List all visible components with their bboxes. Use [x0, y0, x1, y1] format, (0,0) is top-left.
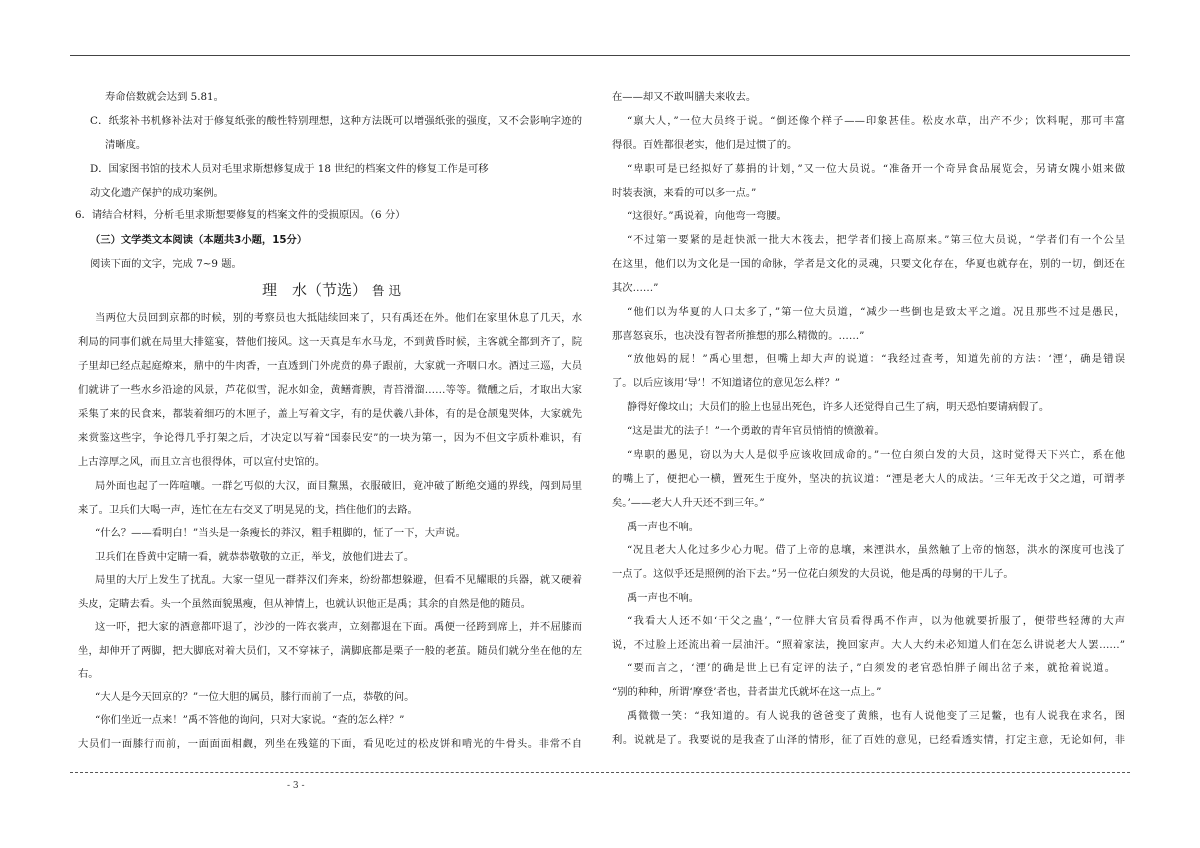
passage-line: “这是蚩尤的法子！”一个勇敢的青年官员悄悄的愤激着。	[627, 425, 885, 437]
passage-line: 得很。百姓都很老实，他们是过惯了的。	[612, 139, 798, 151]
passage-line: 上古淳厚之风，而且立言也很得体，可以宣付史馆的。	[78, 456, 326, 468]
question-line: 动文化遗产保护的成功案例。	[90, 187, 224, 199]
passage-line: 利局的同事们就在局里大排筵宴，替他们接风。这一天真是车水马龙，不到黄昏时候，主客就全都到齐了，院	[78, 336, 582, 348]
passage-line: 坐，却伸开了两脚，把大脚底对着大员们，又不穿袜子，满脚底都是栗子一般的老茧。随员们就分坐在他的左	[78, 645, 582, 657]
passage-line: 采集了来的民食来，都装着细巧的木匣子，盖上写着文字，有的是伏羲八卦体，有的是仓颉鬼哭体，大家就先	[78, 408, 582, 420]
passage-line: “别的种种，所谓‘摩登’者也，昔者蚩尤氏就坏在这一点上。”	[612, 686, 882, 698]
passage-line: 大员们一面膝行而前，一面面面相觑，列坐在残筵的下面，看见吃过的松皮饼和啃光的牛骨头。非常不自	[78, 738, 582, 750]
passage-line: “况且老大人化过多少心力呢。借了上帝的息壤，来湮洪水，虽然触了上帝的恼怒，洪水的深度可也浅了	[627, 544, 1125, 556]
passage-line: 在这里，他们以为文化是一国的命脉，学者是文化的灵魂，只要文化存在，华夏也就存在，别的一切，倒还在	[612, 258, 1125, 270]
passage-line: 利。说就是了。我要说的是我查了山泽的情形，征了百姓的意见，已经看透实情，打定主意，无论如何，非	[612, 734, 1125, 746]
passage-line: “要而言之，‘湮’的确是世上已有定评的法子，”白须发的老官恐怕胖子闹出岔子来，就抢着说道。	[627, 662, 1115, 674]
footer-rule	[70, 772, 1130, 773]
passage-line: 来了。卫兵们大喝一声，连忙在左右交叉了明晃晃的戈，挡住他们的去路。	[78, 504, 418, 516]
passage-line: 矣。’——老大人升天还不到三年。”	[612, 497, 765, 509]
passage-line: “你们坐近一点来！”禹不答他的询问，只对大家说。“查的怎么样？”	[95, 714, 405, 726]
passage-line: “卑职的愚见，窃以为大人是似乎应该收回成命的。”一位白须白发的大员，这时觉得天下兴亡，系在他	[627, 449, 1125, 461]
passage-line: 禹一声也不响。	[627, 592, 700, 604]
passage-line: “放他妈的屁！”禹心里想，但嘴上却大声的说道：“我经过查考，知道先前的方法：‘湮’，确是错误	[627, 353, 1125, 365]
passage-line: 时装表演，来看的可以多一点。”	[612, 187, 757, 199]
passage-author: 鲁 迅	[372, 283, 401, 298]
question-line: 清晰度。	[105, 139, 147, 151]
passage-line: 们就讲了一些水乡沿途的风景，芦花似雪，泥水如金，黄鳝膏腴，青苔滑溜……等等。微醺之后，才取出大家	[78, 384, 582, 396]
passage-line: 当两位大员回到京都的时候，别的考察员也大抵陆续回来了，只有禹还在外。他们在家里休息了几天，水	[95, 312, 582, 324]
passage-line: “禀大人，”一位大员终于说。“倒还像个样子——印象甚佳。松皮水草，出产不少；饮料呢，那可丰富	[627, 115, 1125, 127]
passage-line: 头皮，定睛去看。头一个虽然面貌黑瘦，但从神情上，也就认识他正是禹；其余的自然是他的随员。	[78, 598, 532, 610]
passage-line: “什么？——看明白！”当头是一条瘦长的莽汉，粗手粗脚的，怔了一下，大声说。	[95, 527, 466, 539]
question-line: 寿命倍数就会达到 5.81。	[105, 91, 224, 103]
passage-line: “他们以为华夏的人口太多了，”第一位大员道，“减少一些倒也是致太平之道。况且那些不过是愚民，	[627, 306, 1125, 318]
passage-line: 禹一声也不响。	[627, 521, 700, 533]
passage-line: 右。	[78, 668, 99, 680]
page-number: - 3 -	[287, 781, 305, 791]
reading-instruction: 阅读下面的文字，完成 7~9 题。	[90, 258, 242, 270]
passage-line: 的嘴上了，便把心一横，置死生于度外，坚决的抗议道：“湮是老大人的成法。‘三年无改于父之道，可谓孝	[612, 473, 1125, 485]
passage-line: 禹微微一笑：“我知道的。有人说我的爸爸变了黄熊，也有人说他变了三足鳖，也有人说我在求名，图	[627, 710, 1125, 722]
passage-line: 其次……”	[612, 282, 659, 294]
passage-line: 局里的大厅上发生了扰乱。大家一望见一群莽汉们奔来，纷纷都想躲避，但看不见耀眼的兵器，就又硬着	[95, 574, 582, 586]
passage-line: 这一吓，把大家的酒意都吓退了，沙沙的一阵衣裳声，立刻都退在下面。禹便一径跨到席上，并不屈膝而	[95, 621, 582, 633]
question-6-prompt: 6．请结合材料，分析毛里求斯想要修复的档案文件的受损原因。（6 分）	[75, 209, 406, 221]
passage-line: 局外面也起了一阵喧嚷。一群乞丐似的大汉，面目黧黑，衣服破旧，竟冲破了断绝交通的界线，闯到局里	[95, 480, 582, 492]
passage-line: 说，不过脸上还流出着一层油汗。“照着家法，挽回家声。大人大约未必知道人们在怎么讲说老大人罢……”	[612, 639, 1125, 651]
passage-line: 子里却已经点起庭燎来，鼎中的牛肉香，一直透到门外虎贲的鼻子跟前，大家就一齐咽口水。酒过三巡，大员	[78, 360, 582, 372]
right-column	[600, 0, 1200, 848]
passage-title: 理 水（节选）	[262, 281, 368, 299]
section-heading: （三）文学类文本阅读（本题共3小题，15分）	[90, 234, 308, 246]
passage-line: 在——却又不敢叫膳夫来收去。	[612, 91, 757, 103]
passage-line: 来赏鉴这些字，争论得几乎打架之后，才决定以写着“国泰民安”的一块为第一，因为不但文字质朴难识，有	[78, 432, 582, 444]
passage-line: 静得好像坟山；大员们的脸上也显出死色，许多人还觉得自己生了病，明天恐怕要请病假了。	[627, 401, 1050, 413]
passage-line: 卫兵们在昏黄中定睛一看，就恭恭敬敬的立正，举戈，放他们进去了。	[95, 551, 415, 563]
passage-line: “我看大人还不如‘干父之蛊’，”一位胖大官员看得禹不作声，以为他就要折服了，便带些轻薄的大声	[627, 615, 1125, 627]
question-line: D．国家图书馆的技术人员对毛里求斯想修复成于 18 世纪的档案文件的修复工作是可移	[90, 163, 489, 175]
passage-line: “大人是今天回京的？”一位大胆的属员，膝行而前了一点，恭敬的问。	[95, 691, 415, 703]
question-line: C．纸浆补书机修补法对于修复纸张的酸性特别理想，这种方法既可以增强纸张的强度，又不会影响字迹的	[90, 115, 582, 127]
passage-line: “这很好。”禹说着，向他弯一弯腰。	[627, 210, 787, 222]
passage-line: “不过第一要紧的是赶快派一批大木筏去，把学者们接上高原来。”第三位大员说，“学者们有一个公呈	[627, 234, 1125, 246]
passage-line: “卑职可是已经拟好了募捐的计划，”又一位大员说。“准备开一个奇异食品展览会，另请女隗小姐来做	[627, 163, 1125, 175]
passage-line: 了。以后应该用‘导’！不知道诸位的意见怎么样？”	[612, 377, 841, 389]
passage-line: 一点了。这似乎还是照例的治下去。”另一位花白须发的大员说，他是禹的母舅的干儿子。	[612, 568, 1014, 580]
passage-line: 那喜怒哀乐，也决没有智者所推想的那么精微的。……”	[612, 330, 865, 342]
